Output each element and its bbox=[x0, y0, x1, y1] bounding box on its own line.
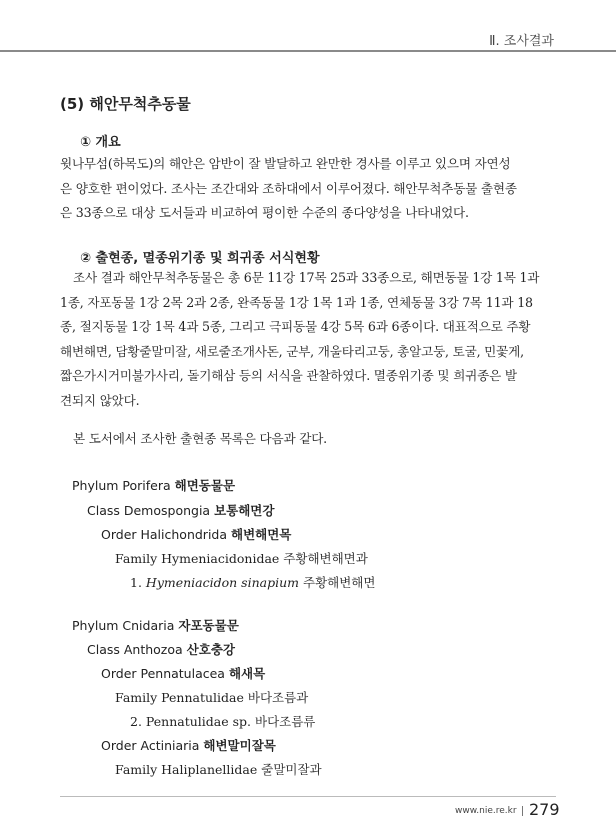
taxon-family bbox=[115, 549, 368, 567]
header-rule bbox=[0, 50, 616, 52]
taxon-latin: Class Demospongia bbox=[87, 503, 211, 518]
running-header: Ⅱ. 조사결과 bbox=[489, 34, 554, 49]
taxon-korean: 해변말미잘목 bbox=[203, 738, 276, 753]
taxon-korean: 바다조름류 bbox=[255, 714, 316, 729]
species-paragraph bbox=[60, 266, 557, 414]
subsection-title-overview: ① 개요 bbox=[80, 135, 121, 150]
taxon-latin: Family Hymeniacidonidae bbox=[115, 551, 280, 566]
taxon-family bbox=[115, 688, 308, 706]
taxon-korean: 해면동물문 bbox=[174, 478, 236, 493]
taxon-latin: Order Halichondrida bbox=[101, 527, 228, 542]
taxon-korean: 바다조름과 bbox=[247, 690, 309, 705]
paragraph-line: 은 33종으로 대상 도서들과 비교하여 평이한 수준의 종다양성을 나타내었다. bbox=[60, 205, 469, 221]
overview-paragraph bbox=[60, 152, 557, 226]
taxon-class bbox=[87, 501, 274, 519]
paragraph-line: 해변해면, 담황줄말미잘, 새로줄조개사돈, 군부, 개울타리고둥, 총알고둥, 토굴, 민꽃게, bbox=[60, 343, 524, 359]
taxon-family bbox=[115, 760, 322, 778]
taxon-latin: Order Pennatulacea bbox=[101, 666, 225, 681]
footer-separator bbox=[522, 806, 523, 816]
section-title: (5) 해안무척추동물 bbox=[60, 95, 191, 113]
taxon-korean: 해변해면목 bbox=[231, 527, 292, 542]
taxon-latin: Family Haliplanellidae bbox=[115, 762, 258, 777]
taxon-latin: Family Pennatulidae bbox=[115, 690, 244, 705]
taxon-species bbox=[130, 573, 375, 591]
taxon-korean: 주황해변해면과 bbox=[283, 551, 368, 566]
taxon-latin: Pennatulidae sp. bbox=[145, 714, 252, 729]
species-number: 1. bbox=[130, 575, 142, 590]
paragraph-line: 짧은가시거미불가사리, 돌기해삼 등의 서식을 관찰하였다. 멸종위기종 및 희귀종은 발 bbox=[60, 368, 517, 384]
paragraph-line: 견되지 않았다. bbox=[60, 392, 140, 408]
taxon-phylum bbox=[72, 616, 239, 634]
taxon-order bbox=[101, 525, 291, 543]
footer-rule bbox=[60, 796, 556, 797]
taxon-latin: Phylum Cnidaria bbox=[72, 618, 175, 633]
paragraph-line: 은 양호한 편이었다. 조사는 조간대와 조하대에서 이루어졌다. 해안무척추동물 출현종 bbox=[60, 180, 517, 196]
taxon-latin: Hymeniacidon sinapium bbox=[145, 575, 300, 590]
taxon-latin: Phylum Porifera bbox=[72, 478, 171, 493]
subsection-title-species: ② 출현종, 멸종위기종 및 희귀종 서식현황 bbox=[80, 251, 320, 266]
taxon-korean: 산호충강 bbox=[186, 642, 235, 657]
paragraph-line: 윗나무섬(하목도)의 해안은 암반이 잘 발달하고 완만한 경사를 이루고 있으며 자연성 bbox=[60, 156, 511, 171]
taxon-phylum bbox=[72, 476, 235, 494]
taxon-korean: 보통해면강 bbox=[214, 503, 275, 518]
taxon-latin: Order Actiniaria bbox=[101, 738, 200, 753]
taxon-korean: 줄말미잘과 bbox=[261, 762, 322, 777]
taxon-species bbox=[130, 712, 315, 730]
paragraph-line: 본 도서에서 조사한 출현종 목록은 다음과 같다. bbox=[73, 431, 327, 446]
taxon-korean: 해새목 bbox=[228, 666, 266, 681]
species-number: 2. bbox=[130, 714, 142, 729]
footer-url: www.nie.re.kr bbox=[455, 806, 517, 816]
paragraph-line: 조사 결과 해안무척추동물은 총 6문 11강 17목 25과 33종으로, 해면동물 1강 1목 1과 bbox=[73, 270, 540, 285]
taxon-order bbox=[101, 736, 276, 754]
page-number: 279 bbox=[529, 800, 560, 819]
paragraph-line: 종, 절지동물 1강 1목 4과 5종, 그리고 극피동물 4강 5목 6과 6종이다. 대표적으로 주황 bbox=[60, 319, 531, 335]
taxon-order bbox=[101, 664, 265, 682]
taxon-latin: Class Anthozoa bbox=[87, 642, 183, 657]
taxon-korean: 주황해변해면 bbox=[303, 575, 376, 590]
taxon-korean: 자포동물문 bbox=[178, 618, 239, 633]
paragraph-line: 1종, 자포동물 1강 2목 2과 2종, 완족동물 1강 1목 1과 1종, 연체동물 3강 7목 11과 18 bbox=[60, 294, 533, 310]
list-intro bbox=[60, 427, 557, 452]
taxon-class bbox=[87, 640, 235, 658]
